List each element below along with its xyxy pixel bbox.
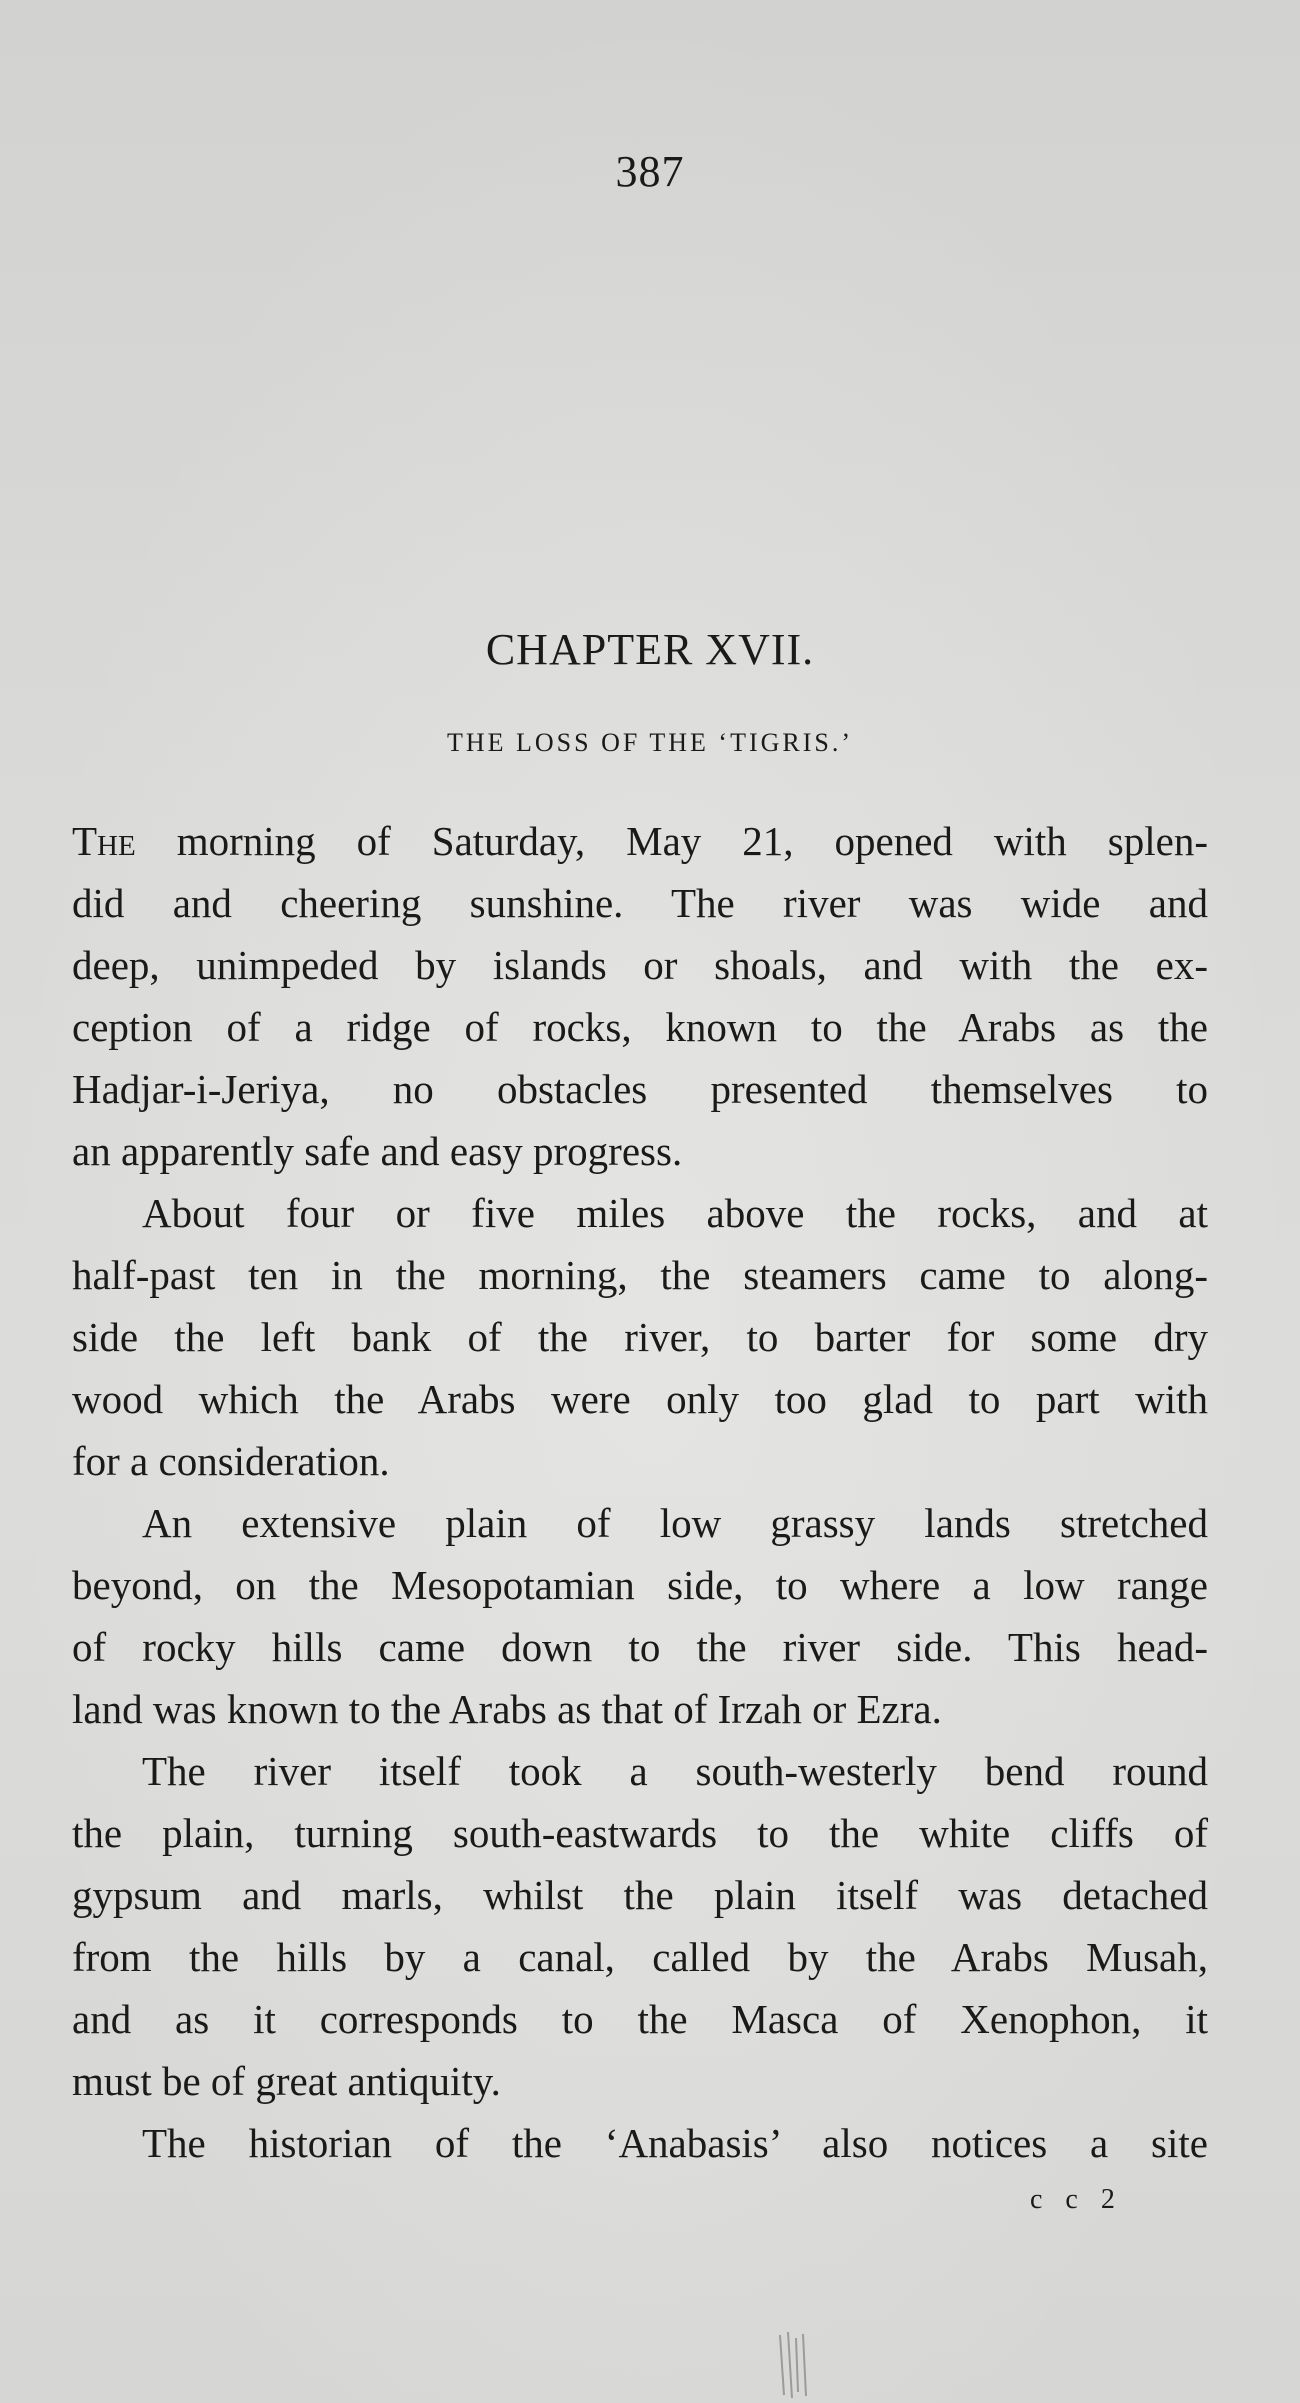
text-line: About four or five miles above the rocks, and at (142, 1190, 1208, 1236)
chapter-title: CHAPTER XVII. (485, 625, 815, 674)
text-line: and as it corresponds to the Masca of Xenophon, it (72, 1996, 1208, 2042)
text-line: did and cheering sunshine. The river was wide and (72, 880, 1208, 926)
text-line: from the hills by a canal, called by the Arabs Musah, (72, 1934, 1208, 1980)
text-line: must be of great antiquity. (72, 2058, 501, 2104)
text-line: An extensive plain of low grassy lands stretched (142, 1500, 1208, 1546)
paragraph (72, 1740, 1208, 2112)
text-line: the plain, turning south-eastwards to the white cliffs of (72, 1810, 1208, 1856)
text-line: wood which the Arabs were only too glad to part with (72, 1376, 1208, 1422)
text-line: half-past ten in the morning, the steamers came to along- (72, 1252, 1208, 1298)
text-line: The morning of Saturday, May 21, opened with splen- (72, 818, 1208, 864)
text-line: ception of a ridge of rocks, known to the Arabs as the (72, 1004, 1208, 1050)
text-line: of rocky hills came down to the river side. This head- (72, 1624, 1208, 1670)
text-line: land was known to the Arabs as that of Irzah or Ezra. (72, 1686, 942, 1732)
text-line: beyond, on the Mesopotamian side, to where a low range (72, 1562, 1208, 1608)
signature-mark: c c 2 (1030, 2184, 1123, 2215)
paragraph (72, 810, 1208, 1182)
chapter-subtitle: THE LOSS OF THE ‘TIGRIS.’ (446, 728, 854, 757)
text-line: The historian of the ‘Anabasis’ also notices a site (142, 2120, 1208, 2166)
text-line: The river itself took a south-westerly bend round (142, 1748, 1208, 1794)
text-line: an apparently safe and easy progress. (72, 1128, 683, 1174)
paragraph (72, 2112, 1208, 2174)
text-line: gypsum and marls, whilst the plain itself was detached (72, 1872, 1208, 1918)
paragraph (72, 1182, 1208, 1492)
text-line: for a consideration. (72, 1438, 390, 1484)
opening-word: The (72, 818, 136, 864)
ink-bleed-mark (770, 2330, 820, 2400)
page-number: 387 (615, 147, 685, 196)
paragraph (72, 1492, 1208, 1740)
text-line: side the left bank of the river, to barter for some dry (72, 1314, 1208, 1360)
text-line: Hadjar-i-Jeriya, no obstacles presented themselves to (72, 1066, 1208, 1112)
text-line: deep, unimpeded by islands or shoals, and with the ex- (72, 942, 1208, 988)
body-text (72, 810, 1208, 2174)
